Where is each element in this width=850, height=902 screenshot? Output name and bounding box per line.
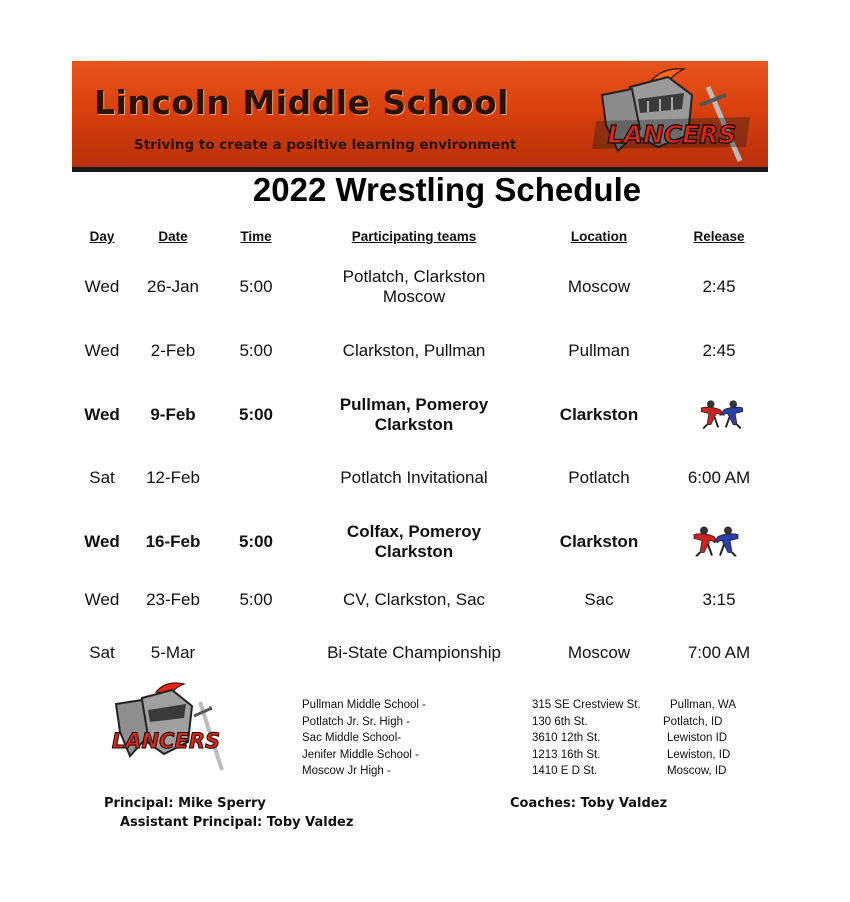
event-time: 5:00 (239, 341, 273, 360)
wrestlers-icon (684, 523, 748, 562)
event-time: 5:00 (238, 532, 274, 551)
event-teams-line: Pullman, Pomeroy (339, 395, 489, 414)
event-release: 2:45 (702, 277, 736, 296)
event-teams (347, 522, 481, 562)
event-teams (343, 590, 485, 610)
event-date: 23-Feb (146, 590, 200, 609)
school-name-item: Moscow Jr High - (302, 765, 391, 777)
event-location: Moscow (567, 643, 631, 662)
event-teams (340, 468, 487, 488)
knight-mascot-icon (588, 65, 760, 165)
school-city-item: Pullman, WA (670, 699, 737, 711)
event-release: 6:00 AM (687, 468, 751, 487)
event-day: Wed (84, 341, 120, 360)
school-name-item: Sac Middle School- (302, 732, 402, 744)
school-city-item: Lewiston ID (667, 732, 728, 744)
event-teams (340, 395, 488, 435)
schedule-row (0, 633, 850, 673)
event-day: Sat (89, 643, 115, 662)
event-teams-line: Colfax, Pomeroy (346, 522, 482, 541)
schedule-row (0, 331, 850, 371)
event-teams-line: Bi-State Championship (327, 643, 501, 662)
school-addresses-list (532, 697, 641, 780)
decorative-dot: · (208, 699, 212, 713)
school-banner (72, 61, 768, 167)
column-header-teams: Participating teams (351, 229, 477, 244)
school-tagline: Striving to create a positive learning environment (134, 137, 517, 153)
event-date: 9-Feb (150, 405, 196, 424)
column-header-location: Location (570, 229, 628, 244)
wrestlers-icon (692, 396, 752, 435)
school-address-item: 315 SE Crestview St. (532, 699, 641, 711)
event-teams (343, 341, 486, 361)
event-teams-line: CV, Clarkston, Sac (342, 590, 486, 609)
event-date: 26-Jan (147, 277, 199, 296)
event-day: Wed (84, 532, 120, 551)
svg-text:LANCERS: LANCERS (111, 729, 221, 753)
schedule-row (0, 522, 850, 562)
event-teams-line: Clarkston (374, 542, 454, 561)
event-date: 2-Feb (150, 341, 196, 360)
event-teams-line: Potlatch Invitational (340, 468, 488, 487)
school-name-item: Potlatch Jr. Sr. High - (302, 715, 411, 728)
schedule-row (0, 267, 850, 307)
event-date: 16-Feb (145, 532, 201, 551)
event-teams-line: Moscow (382, 287, 446, 306)
schedule-row (0, 395, 850, 435)
event-day: Wed (84, 405, 120, 424)
event-teams-line: Clarkston (374, 415, 454, 434)
schedule-row (0, 458, 850, 498)
column-header-day: Day (89, 229, 115, 244)
coaches-name: Coaches: Toby Valdez (510, 796, 668, 811)
school-name-item: Jenifer Middle School - (302, 748, 419, 761)
event-location: Pullman (568, 341, 630, 360)
event-date: 12-Feb (146, 468, 200, 487)
page-title: 2022 Wrestling Schedule (252, 171, 642, 208)
school-city-item: Lewiston, ID (667, 748, 731, 761)
school-name: Lincoln Middle School (94, 83, 509, 122)
school-city-item: Moscow, ID (667, 765, 727, 777)
school-cities-list (663, 697, 736, 780)
event-teams (327, 643, 501, 663)
event-location: Clarkston (559, 405, 639, 424)
event-date: 5-Mar (150, 643, 196, 662)
school-address-item: 3610 12th St. (532, 732, 601, 744)
event-time: 5:00 (239, 277, 273, 296)
assistant-principal-name: Assistant Principal: Toby Valdez (120, 815, 354, 830)
school-name-item: Pullman Middle School - (302, 699, 427, 711)
event-day: Wed (84, 590, 120, 609)
column-header-release: Release (693, 229, 745, 244)
school-address-item: 1410 E D St. (532, 765, 598, 777)
svg-text:LANCERS: LANCERS (607, 120, 737, 149)
event-release: 2:45 (702, 341, 736, 360)
school-address-item: 1213 16th St. (532, 748, 601, 761)
event-time: 5:00 (238, 405, 274, 424)
event-location: Sac (584, 590, 614, 609)
event-time: 5:00 (239, 590, 273, 609)
event-teams-line: Potlatch, Clarkston (342, 267, 486, 286)
event-day: Wed (84, 277, 120, 296)
column-header-date: Date (158, 229, 188, 244)
event-teams-line: Clarkston, Pullman (342, 341, 486, 360)
event-location: Moscow (567, 277, 631, 296)
event-day: Sat (89, 468, 115, 487)
event-release: 3:15 (702, 590, 736, 609)
event-location: Potlatch (568, 468, 630, 487)
school-city-item: Potlatch, ID (663, 715, 723, 728)
event-release: 7:00 AM (687, 643, 751, 662)
event-location: Clarkston (559, 532, 639, 551)
column-header-time: Time (240, 229, 272, 244)
school-names-list (302, 697, 426, 780)
knight-mascot-logo (108, 680, 232, 774)
schedule-row (0, 580, 850, 620)
school-address-item: 130 6th St. (532, 715, 588, 728)
principal-name: Principal: Mike Sperry (104, 796, 266, 811)
event-teams (343, 267, 486, 307)
